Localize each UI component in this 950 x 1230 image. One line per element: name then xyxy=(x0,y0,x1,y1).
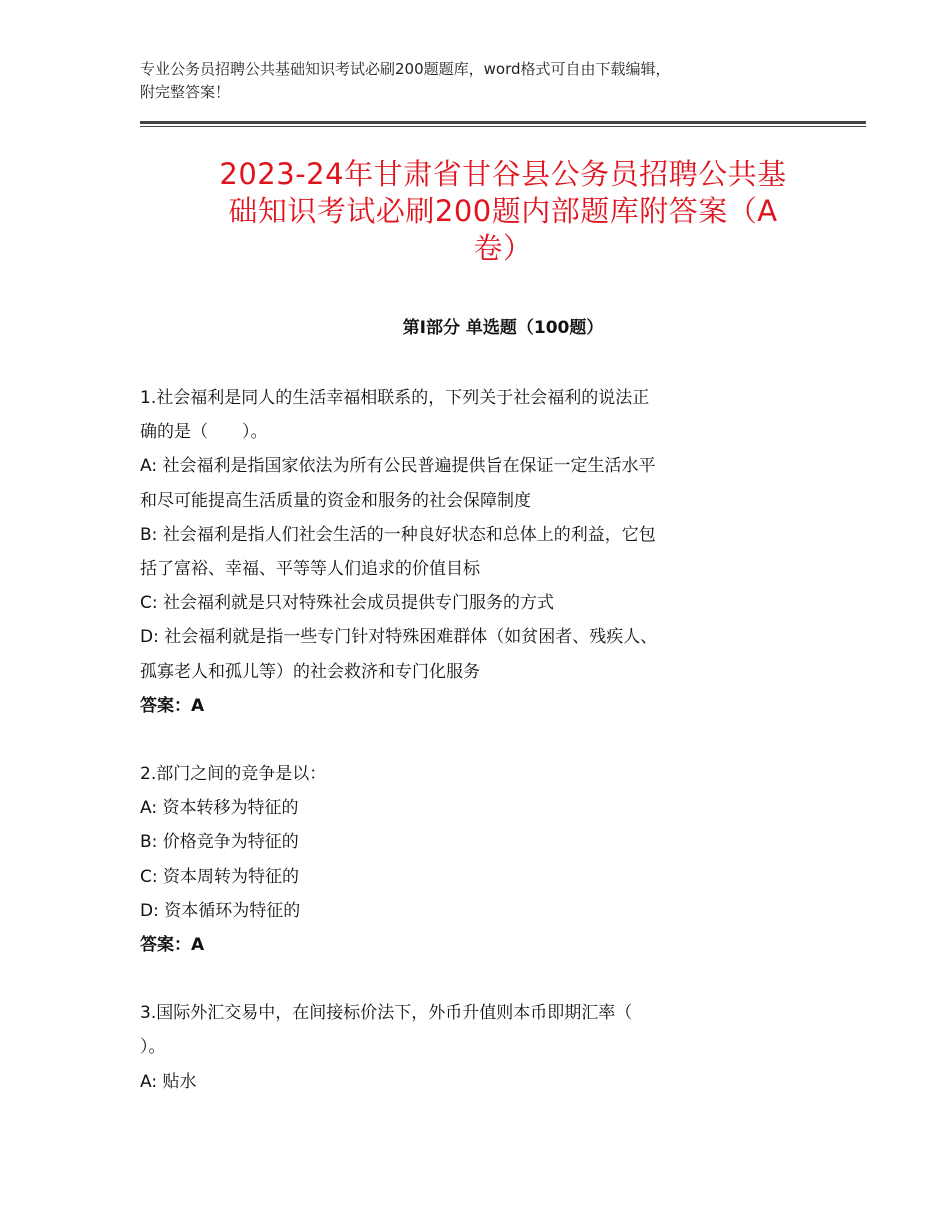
option-d: D: 社会福利就是指一些专门针对特殊困难群体（如贫困者、残疾人、 xyxy=(140,627,658,648)
question-stem-line: 3.国际外汇交易中，在间接标价法下，外币升值则本币即期汇率（ xyxy=(140,1003,633,1024)
question-stem-line: ）。 xyxy=(140,1037,166,1058)
question-3 xyxy=(140,996,808,1099)
section-heading: 第Ⅰ部分 单选题（100题） xyxy=(402,318,604,338)
option-c: C: 资本周转为特征的 xyxy=(140,866,300,887)
document-title-line: 础知识考试必刷200题内部题库附答案（A xyxy=(228,194,778,228)
answer-label: 答案：A xyxy=(140,695,205,716)
header-divider-thin xyxy=(140,126,866,127)
option-b: B: 价格竞争为特征的 xyxy=(140,832,299,853)
option-d-continued: 孤寡老人和孤儿等）的社会救济和专门化服务 xyxy=(140,661,480,682)
option-a: A: 资本转移为特征的 xyxy=(140,798,299,819)
document-title-line: 卷） xyxy=(473,231,533,265)
option-a: A: 贴水 xyxy=(140,1071,197,1092)
header-note-line: 附完整答案！ xyxy=(140,83,231,101)
option-a-continued: 和尽可能提高生活质量的资金和服务的社会保障制度 xyxy=(140,490,531,511)
option-d: D: 资本循环为特征的 xyxy=(140,900,301,921)
answer-label: 答案：A xyxy=(140,935,205,956)
question-stem-line: 1.社会福利是同人的生活幸福相联系的，下列关于社会福利的说法正 xyxy=(140,388,650,408)
header-note-line: 专业公务员招聘公共基础知识考试必刷200题题库，word格式可自由下载编辑， xyxy=(140,60,671,78)
question-stem-line: 确的是（ ）。 xyxy=(140,422,268,443)
document-title xyxy=(140,156,866,267)
header-divider-thick xyxy=(140,121,866,124)
question-1 xyxy=(140,381,808,723)
document-title-line: 2023-24年甘肃省甘谷县公务员招聘公共基 xyxy=(219,157,787,191)
option-c: C: 社会福利就是只对特殊社会成员提供专门服务的方式 xyxy=(140,593,555,614)
header-note xyxy=(140,58,820,104)
question-stem-line: 2.部门之间的竞争是以： xyxy=(140,764,327,785)
option-a: A: 社会福利是指国家依法为所有公民普遍提供旨在保证一定生活水平 xyxy=(140,456,656,477)
question-2 xyxy=(140,757,808,962)
option-b-continued: 括了富裕、幸福、平等等人们追求的价值目标 xyxy=(140,559,480,580)
option-b: B: 社会福利是指人们社会生活的一种良好状态和总体上的利益，它包 xyxy=(140,524,656,545)
question-list xyxy=(140,381,808,1133)
